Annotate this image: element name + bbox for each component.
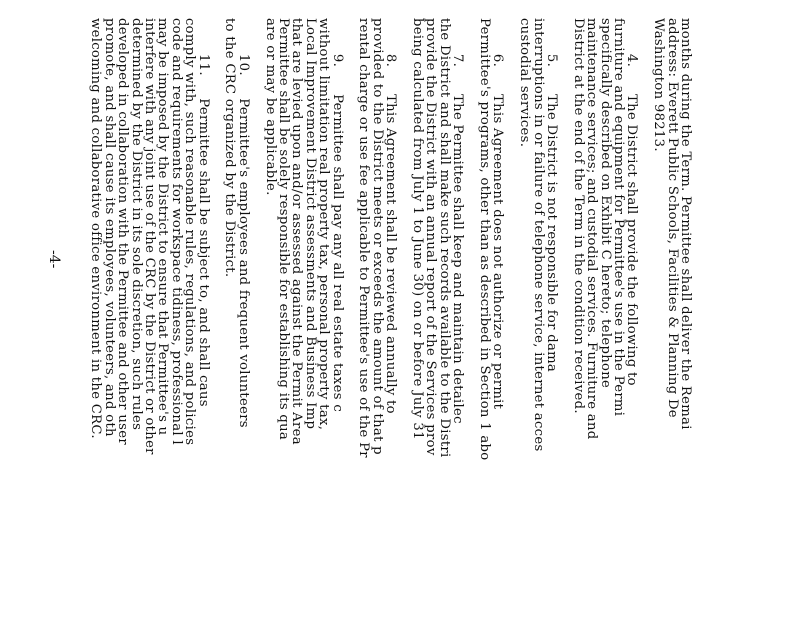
text-line: are or may be applicable. bbox=[262, 18, 278, 196]
text-line: 11. Permittee shall be subject to, and shall caus bbox=[195, 18, 211, 407]
text-line: welcoming and collaborative office environment in the CRC. bbox=[88, 18, 104, 439]
text-line: District at the end of the Term in the condition received. bbox=[570, 18, 586, 414]
text-line: 8. This Agreement shall be reviewed annually to bbox=[383, 18, 399, 414]
text-line: Washington 98213. bbox=[651, 18, 667, 152]
text-line: rental charge or use fee applicable to Permittee's use of the Pr bbox=[356, 18, 372, 458]
text-line: the District and shall make such records available to the Distri bbox=[436, 18, 452, 458]
text-line: to the CRC organized by the District. bbox=[222, 18, 238, 278]
text-line: Permittee shall be solely responsible for establishing its qua bbox=[276, 18, 291, 441]
text-line: that are levied upon and/or assessed against the Permit Area bbox=[289, 18, 305, 445]
text-line: determined by the District in its sole discretion, such rules bbox=[128, 18, 144, 431]
text-line: provided to the District meets or exceeds the amount of that p bbox=[369, 18, 385, 455]
text-line: comply with, such reasonable rules, regulations, and policies bbox=[182, 18, 198, 446]
text-line: promote, and shall cause its employees, volunteers, and oth bbox=[101, 18, 117, 437]
text-line: Permittee's programs, other than as described in Section 1 abo bbox=[477, 18, 492, 461]
text-line: months during the Term. Permittee shall deliver the Remai bbox=[678, 18, 693, 430]
text-line: 5. The District is not responsible for dama bbox=[544, 18, 559, 373]
text-line: 10. Permittee's employees and frequent volunteers bbox=[235, 18, 251, 428]
text-line: address: Everett Public Schools, Facilities & Planning De bbox=[664, 18, 680, 418]
text-line: code and requirements for workspace tidiness, professional l bbox=[168, 18, 184, 445]
text-line: interruptions in or failure of telephone service, internet acces bbox=[530, 18, 546, 452]
text-line: maintenance services; and custodial services. Furniture and bbox=[584, 18, 600, 440]
text-line: 6. This Agreement does not authorize or permit bbox=[490, 18, 506, 410]
text-line: 7. The Permittee shall keep and maintain detailec bbox=[450, 18, 466, 424]
text-line: interfere with any joint use of the CRC by the District or other bbox=[142, 18, 157, 455]
page-number: -4- bbox=[46, 250, 62, 269]
text-line: specifically described on Exhibit C hereto; telephone bbox=[597, 18, 613, 389]
text-line: furniture and equipment for Permittee's use in the Permi bbox=[611, 18, 626, 417]
text-line: 4. The District shall provide the following to bbox=[624, 18, 640, 386]
text-line: custodial services. bbox=[517, 18, 533, 148]
text-line: may be imposed by the District to ensure that Permittee's u bbox=[155, 18, 171, 436]
text-line: provide the District with an annual report of the Services prov bbox=[423, 18, 439, 456]
text-line: developed in collaboration with the Permittee and other user bbox=[115, 18, 131, 445]
text-line: being calculated from July 1 to June 30) on or before July 31 bbox=[410, 18, 425, 440]
text-line: 9. Permittee shall pay any all real estate taxes c bbox=[329, 18, 345, 413]
text-line: Local Improvement District assessments and Business Imp bbox=[302, 18, 318, 430]
text-line: without limitation real property tax, personal property tax, bbox=[316, 18, 332, 431]
